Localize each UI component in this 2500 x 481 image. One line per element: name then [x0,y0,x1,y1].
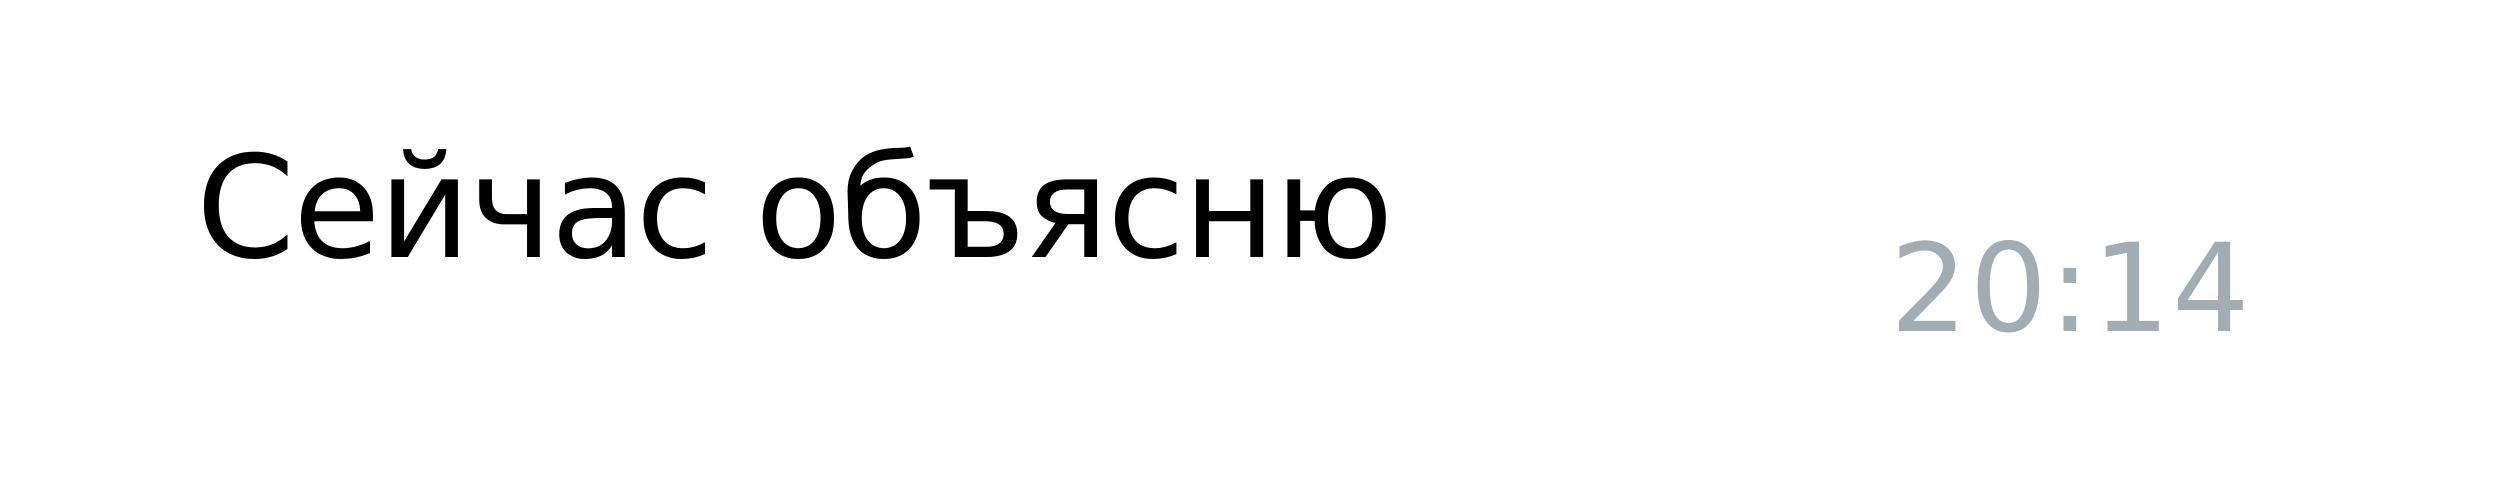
message-text: Сейчас объясню [196,126,1392,291]
message-timestamp: 20:14 [1890,218,2252,360]
